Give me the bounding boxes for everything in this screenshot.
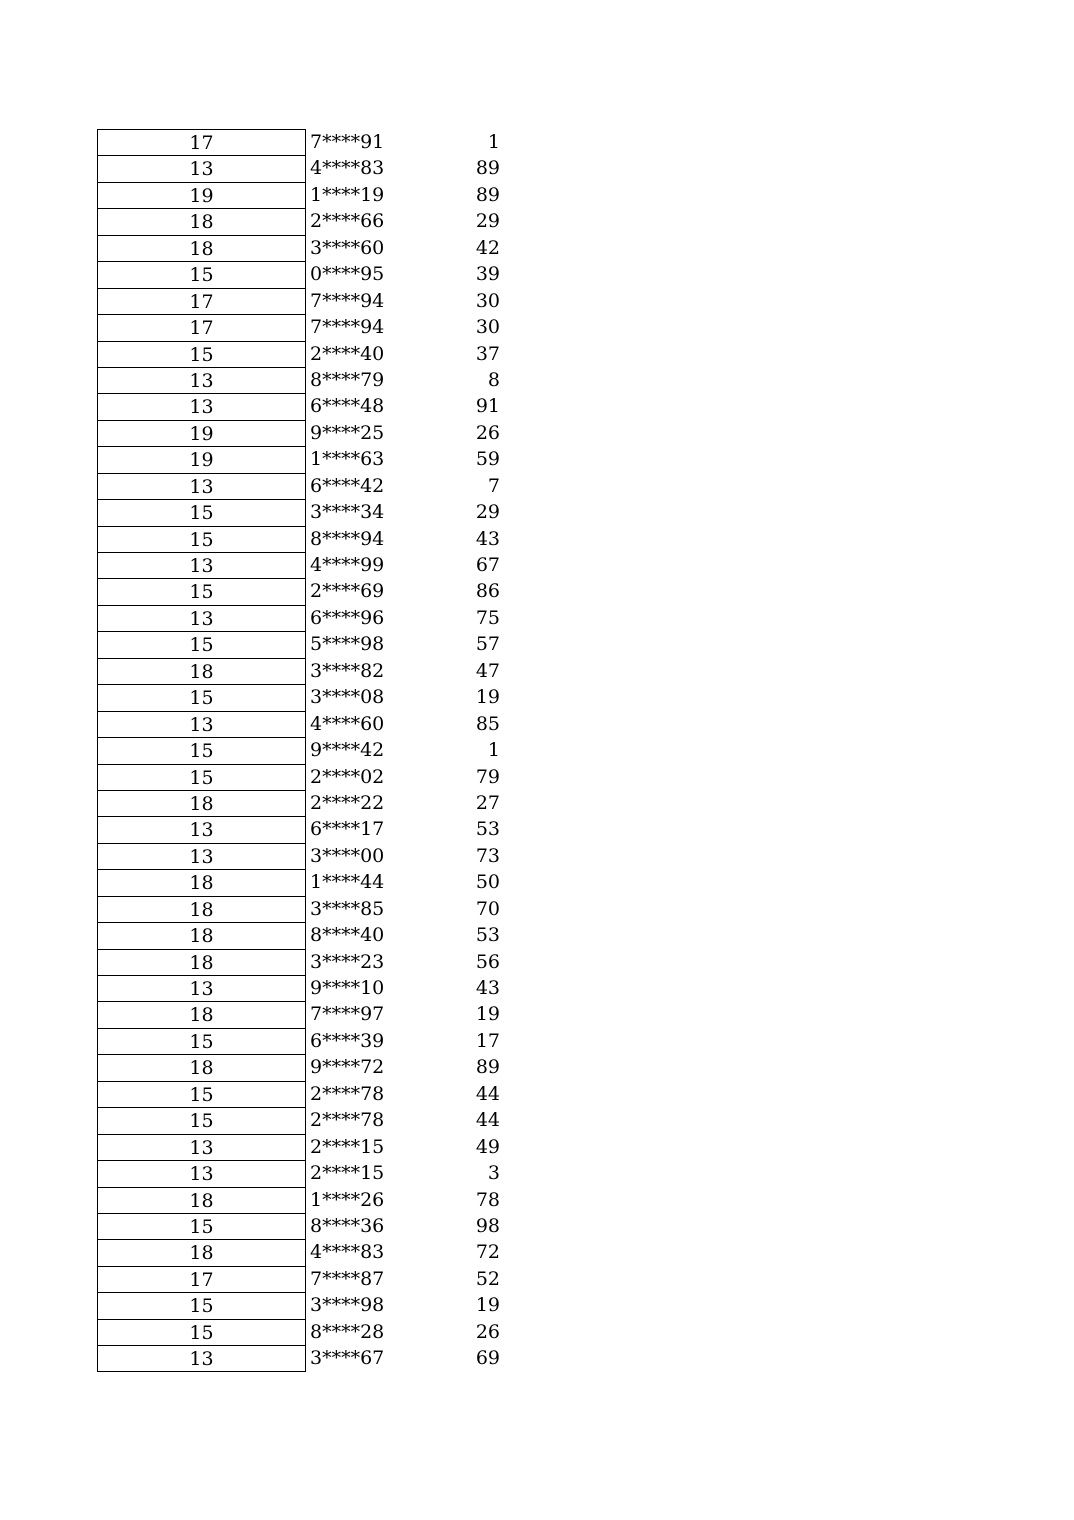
value-cell[interactable]: 19 [475, 1003, 500, 1026]
table-row [97, 1160, 517, 1186]
value-cell[interactable]: 27 [475, 791, 500, 814]
table-row [97, 367, 517, 393]
prefix-cell[interactable]: 13 [97, 1160, 306, 1186]
masked-number-cell[interactable]: 6****42 [310, 474, 385, 497]
value-cell[interactable]: 7 [487, 474, 500, 497]
prefix-cell[interactable]: 13 [97, 1345, 306, 1371]
masked-number-cell[interactable]: 6****48 [310, 395, 385, 418]
prefix-cell[interactable]: 15 [97, 578, 306, 604]
table-row [97, 949, 517, 975]
prefix-cell[interactable]: 15 [97, 1028, 306, 1054]
masked-number-cell[interactable]: 6****39 [310, 1029, 385, 1052]
table-row [97, 790, 517, 816]
value-cell[interactable]: 43 [475, 527, 500, 550]
masked-number-cell[interactable]: 6****96 [310, 606, 385, 629]
prefix-cell[interactable]: 13 [97, 473, 306, 499]
table-row [97, 1028, 517, 1054]
prefix-cell[interactable]: 19 [97, 420, 306, 446]
value-cell[interactable]: 78 [475, 1188, 500, 1211]
masked-number-cell[interactable]: 2****78 [310, 1109, 385, 1132]
prefix-cell[interactable]: 15 [97, 737, 306, 763]
masked-number-cell[interactable]: 2****22 [310, 791, 385, 814]
masked-number-cell[interactable]: 9****25 [310, 421, 385, 444]
value-cell[interactable]: 75 [475, 606, 500, 629]
value-cell[interactable]: 89 [475, 1056, 500, 1079]
prefix-cell[interactable]: 17 [97, 288, 306, 314]
prefix-cell[interactable]: 15 [97, 526, 306, 552]
masked-number-cell[interactable]: 1****44 [310, 871, 385, 894]
table-row [97, 658, 517, 684]
value-cell[interactable]: 39 [475, 263, 500, 286]
table-row [97, 1187, 517, 1213]
prefix-cell[interactable]: 18 [97, 658, 306, 684]
table-row [97, 896, 517, 922]
prefix-cell[interactable]: 15 [97, 261, 306, 287]
value-cell[interactable]: 47 [475, 659, 500, 682]
masked-number-cell[interactable]: 1****19 [310, 183, 385, 206]
prefix-cell[interactable]: 13 [97, 367, 306, 393]
table-row [97, 1239, 517, 1265]
value-cell[interactable]: 8 [487, 368, 500, 391]
table-row [97, 843, 517, 869]
value-cell[interactable]: 59 [475, 448, 500, 471]
prefix-cell[interactable]: 15 [97, 684, 306, 710]
table-row [97, 314, 517, 340]
value-cell[interactable]: 91 [475, 395, 500, 418]
table-row [97, 1319, 517, 1345]
masked-number-cell[interactable]: 0****95 [310, 263, 385, 286]
value-cell[interactable]: 52 [475, 1267, 500, 1290]
prefix-cell[interactable]: 17 [97, 1266, 306, 1292]
prefix-cell[interactable]: 15 [97, 1213, 306, 1239]
masked-number-cell[interactable]: 6****17 [310, 818, 385, 841]
masked-number-cell[interactable]: 8****79 [310, 368, 385, 391]
masked-number-cell[interactable]: 4****83 [310, 157, 385, 180]
masked-number-cell[interactable]: 8****36 [310, 1214, 385, 1237]
value-cell[interactable]: 17 [475, 1029, 500, 1052]
table-row [97, 1345, 517, 1371]
table-row [97, 922, 517, 948]
table-row [97, 605, 517, 631]
masked-number-cell[interactable]: 3****34 [310, 501, 385, 524]
value-cell[interactable]: 26 [475, 1320, 500, 1343]
table-row [97, 420, 517, 446]
prefix-cell[interactable]: 13 [97, 816, 306, 842]
value-cell[interactable]: 44 [475, 1109, 500, 1132]
masked-number-cell[interactable]: 3****67 [310, 1347, 385, 1370]
masked-number-cell[interactable]: 7****97 [310, 1003, 385, 1026]
value-cell[interactable]: 89 [475, 183, 500, 206]
masked-number-cell[interactable]: 1****63 [310, 448, 385, 471]
value-cell[interactable]: 98 [475, 1214, 500, 1237]
table-row [97, 1292, 517, 1318]
masked-number-cell[interactable]: 2****15 [310, 1135, 385, 1158]
table-row [97, 1081, 517, 1107]
masked-number-cell[interactable]: 3****00 [310, 844, 385, 867]
value-cell[interactable]: 50 [475, 871, 500, 894]
value-cell[interactable]: 53 [475, 924, 500, 947]
prefix-cell[interactable]: 15 [97, 1319, 306, 1345]
value-cell[interactable]: 29 [475, 501, 500, 524]
value-cell[interactable]: 42 [475, 236, 500, 259]
value-cell[interactable]: 72 [475, 1241, 500, 1264]
value-cell[interactable]: 73 [475, 844, 500, 867]
prefix-cell[interactable]: 15 [97, 341, 306, 367]
table-row [97, 1213, 517, 1239]
prefix-cell[interactable]: 18 [97, 896, 306, 922]
masked-number-cell[interactable]: 2****40 [310, 342, 385, 365]
masked-number-cell[interactable]: 7****94 [310, 316, 385, 339]
value-cell[interactable]: 53 [475, 818, 500, 841]
table-row [97, 499, 517, 525]
masked-number-cell[interactable]: 9****42 [310, 739, 385, 762]
value-cell[interactable]: 44 [475, 1082, 500, 1105]
table-row [97, 764, 517, 790]
value-cell[interactable]: 19 [475, 686, 500, 709]
masked-number-cell[interactable]: 4****60 [310, 712, 385, 735]
prefix-cell[interactable]: 18 [97, 1187, 306, 1213]
masked-number-cell[interactable]: 4****83 [310, 1241, 385, 1264]
prefix-cell[interactable]: 13 [97, 552, 306, 578]
prefix-cell[interactable]: 15 [97, 499, 306, 525]
masked-number-cell[interactable]: 3****08 [310, 686, 385, 709]
prefix-cell[interactable]: 13 [97, 975, 306, 1001]
prefix-cell[interactable]: 17 [97, 314, 306, 340]
table-row [97, 578, 517, 604]
value-cell[interactable]: 1 [487, 739, 500, 762]
prefix-cell[interactable]: 18 [97, 1239, 306, 1265]
value-cell[interactable]: 49 [475, 1135, 500, 1158]
prefix-cell[interactable]: 13 [97, 843, 306, 869]
table-row [97, 631, 517, 657]
value-cell[interactable]: 79 [475, 765, 500, 788]
table-row [97, 737, 517, 763]
masked-number-cell[interactable]: 1****26 [310, 1188, 385, 1211]
prefix-cell[interactable]: 17 [97, 129, 306, 155]
prefix-cell[interactable]: 18 [97, 790, 306, 816]
masked-number-cell[interactable]: 3****23 [310, 950, 385, 973]
table-row [97, 261, 517, 287]
value-cell[interactable]: 69 [475, 1347, 500, 1370]
prefix-cell[interactable]: 18 [97, 949, 306, 975]
prefix-cell[interactable]: 19 [97, 446, 306, 472]
value-cell[interactable]: 37 [475, 342, 500, 365]
masked-number-cell[interactable]: 7****87 [310, 1267, 385, 1290]
table-row [97, 341, 517, 367]
value-cell[interactable]: 26 [475, 421, 500, 444]
value-cell[interactable]: 56 [475, 950, 500, 973]
table-row [97, 1134, 517, 1160]
prefix-cell[interactable]: 15 [97, 764, 306, 790]
table-row [97, 1054, 517, 1080]
value-cell[interactable]: 70 [475, 897, 500, 920]
table-row [97, 869, 517, 895]
table-row [97, 446, 517, 472]
prefix-cell[interactable]: 18 [97, 208, 306, 234]
value-cell[interactable]: 85 [475, 712, 500, 735]
masked-number-cell[interactable]: 4****99 [310, 554, 385, 576]
prefix-cell[interactable]: 18 [97, 1054, 306, 1080]
table-row [97, 155, 517, 181]
value-cell[interactable]: 43 [475, 977, 500, 999]
value-cell[interactable]: 30 [475, 316, 500, 339]
table-row [97, 975, 517, 1001]
prefix-cell[interactable]: 15 [97, 1107, 306, 1133]
masked-number-cell[interactable]: 7****94 [310, 289, 385, 312]
prefix-cell[interactable]: 13 [97, 1134, 306, 1160]
prefix-cell[interactable]: 18 [97, 1001, 306, 1027]
masked-number-cell[interactable]: 3****98 [310, 1294, 385, 1317]
prefix-cell[interactable]: 13 [97, 155, 306, 181]
table-row [97, 1266, 517, 1292]
value-cell[interactable]: 89 [475, 157, 500, 180]
masked-number-cell[interactable]: 5****98 [310, 633, 385, 656]
masked-number-cell[interactable]: 3****85 [310, 897, 385, 920]
table-row [97, 552, 517, 578]
value-cell[interactable]: 57 [475, 633, 500, 656]
prefix-cell[interactable]: 13 [97, 605, 306, 631]
table-row [97, 182, 517, 208]
masked-number-cell[interactable]: 8****40 [310, 924, 385, 947]
value-cell[interactable]: 29 [475, 210, 500, 233]
table-row [97, 208, 517, 234]
table-row [97, 235, 517, 261]
value-cell[interactable]: 30 [475, 289, 500, 312]
table-row [97, 684, 517, 710]
masked-number-cell[interactable]: 2****02 [310, 765, 385, 788]
prefix-cell[interactable]: 15 [97, 1292, 306, 1318]
table-row [97, 1107, 517, 1133]
prefix-cell[interactable]: 18 [97, 922, 306, 948]
masked-number-cell[interactable]: 9****10 [310, 977, 385, 999]
value-cell[interactable]: 67 [475, 554, 500, 576]
prefix-cell[interactable]: 15 [97, 1081, 306, 1107]
masked-number-cell[interactable]: 8****28 [310, 1320, 385, 1343]
table-row [97, 129, 517, 155]
prefix-cell[interactable]: 13 [97, 711, 306, 737]
table-row [97, 288, 517, 314]
spreadsheet-table [97, 129, 517, 1372]
masked-number-cell[interactable]: 2****78 [310, 1082, 385, 1105]
masked-number-cell[interactable]: 7****91 [310, 131, 385, 153]
masked-number-cell[interactable]: 2****66 [310, 210, 385, 233]
masked-number-cell[interactable]: 9****72 [310, 1056, 385, 1079]
masked-number-cell[interactable]: 3****82 [310, 659, 385, 682]
value-cell[interactable]: 3 [487, 1162, 500, 1185]
table-row [97, 526, 517, 552]
value-cell[interactable]: 1 [487, 131, 500, 153]
value-cell[interactable]: 86 [475, 580, 500, 603]
prefix-cell[interactable]: 13 [97, 393, 306, 419]
prefix-cell[interactable]: 18 [97, 235, 306, 261]
masked-number-cell[interactable]: 2****15 [310, 1162, 385, 1185]
table-row [97, 1001, 517, 1027]
table-row [97, 393, 517, 419]
value-cell[interactable]: 19 [475, 1294, 500, 1317]
prefix-cell[interactable]: 19 [97, 182, 306, 208]
masked-number-cell[interactable]: 3****60 [310, 236, 385, 259]
prefix-cell[interactable]: 18 [97, 869, 306, 895]
table-row [97, 816, 517, 842]
prefix-cell[interactable]: 15 [97, 631, 306, 657]
table-row [97, 473, 517, 499]
masked-number-cell[interactable]: 8****94 [310, 527, 385, 550]
masked-number-cell[interactable]: 2****69 [310, 580, 385, 603]
table-row [97, 711, 517, 737]
